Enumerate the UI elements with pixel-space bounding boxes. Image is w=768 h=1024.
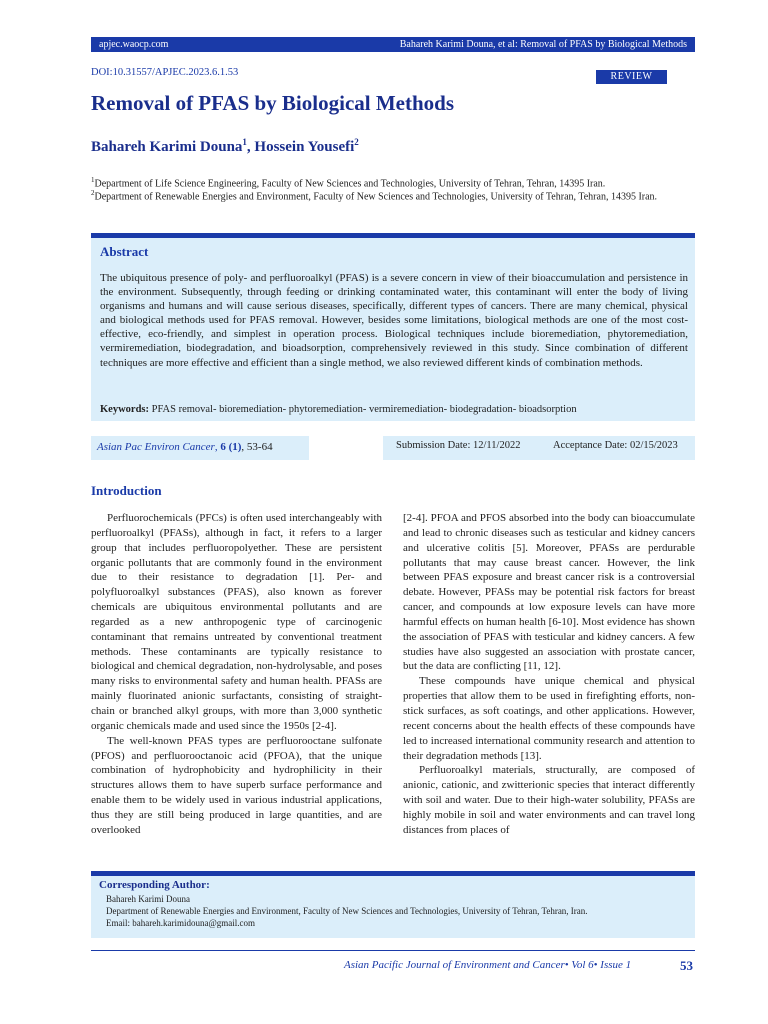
site-url[interactable]: apjec.waocp.com bbox=[99, 39, 169, 50]
affiliation-2 bbox=[91, 187, 696, 203]
abstract-box bbox=[91, 233, 695, 421]
intro-left-paragraph-1: Perfluorochemicals (PFCs) is often used interchangeably with perfluoroalkyl (PFASs), although in fact, it refers to a larger group that includes perfluoropolyether. These are persistent organic pollutants that are commonly found in the environment due to their resistance to degradation [1]. Per- and polyfluoroalkyl substances (PFAS), also known as forever chemicals are ubiquitous environmental pollutants and are regarded as a new anthropogenic type of carcinogenic contaminant that remains untreated by conventional treatment methods. These contaminants are typically resistance to biological and chemical degradation, non-hydrolysable, and poses many risks to environmental safety and human health. PFASs are mainly fluorinated anionic surfactants, consisting of straight-chain or branched alkyl groups, with more than 3,000 synthetic organic chemicals made and used since the 1950s [2-4]. bbox=[91, 512, 382, 732]
citation-box bbox=[91, 436, 309, 460]
corresponding-dept: Department of Renewable Energies and Environment, Faculty of New Sciences and Technologies, University of Tehran, Tehran, Iran. bbox=[106, 906, 588, 916]
intro-left-paragraph-2: The well-known PFAS types are perfluorooctane sulfonate (PFOS) and perfluorooctanoic acid (PFOA), that the unique combination of hydrophobicity and hydrophilicity in their structures allows them to have superb surface performance and enable them to be widely used in various industrial applications, thus they are still being produced in large quantities, and are overlooked bbox=[91, 734, 382, 836]
abstract-heading: Abstract bbox=[100, 244, 149, 259]
article-title: Removal of PFAS by Biological Methods bbox=[91, 91, 455, 115]
author-1-affil-mark: 1 bbox=[242, 137, 247, 147]
intro-right-paragraph-2: These compounds have unique chemical and physical properties that allow them to be used in firefighting efforts, non-stick surfaces, as soft coatings, and other applications. However, recent concerns about the health effects of these compounds have led to increased international community research and attention to their degradation methods [13]. bbox=[403, 675, 695, 762]
corresponding-name: Bahareh Karimi Douna bbox=[106, 894, 190, 904]
citation-pages: , 53-64 bbox=[241, 441, 273, 453]
acceptance-date: Acceptance Date: 02/15/2023 bbox=[553, 440, 678, 451]
corresponding-email[interactable]: Email: bahareh.karimidouna@gmail.com bbox=[106, 918, 255, 928]
intro-right-paragraph-3: Perfluoroalkyl materials, structurally, are composed of anionic, cationic, and zwitterionic species that interact differently with soil and water. Due to their high-water solubility, PFASs are highly mobile in soil and water environments and can travel long distances from places of bbox=[403, 764, 695, 836]
running-header-bar bbox=[91, 37, 695, 52]
author-2-affil-mark: 2 bbox=[354, 137, 359, 147]
intro-right-paragraph-1: [2-4]. PFOA and PFOS absorbed into the body can bioaccumulate and lead to chronic diseases such as testicular and kidney cancers and ulcerative colitis [5]. Moreover, PFASs are perdurable pollutants that may cause breast cancer. However, the link between PFAS exposure and breast cancer risk is a controversial debate. However, PFASs may be potential risk factors for breast cancer, and compounds at low exposure levels can have more harmful effects on human health [6-10]. Most evidence has shown the association of PFAS with testicular and kidney cancers. A few studies have also suggested an association with prostate cancer, but the data are conflicting [11, 12]. bbox=[403, 512, 695, 673]
introduction-heading: Introduction bbox=[91, 483, 162, 498]
citation-journal: Asian Pac Environ Cancer bbox=[97, 441, 215, 453]
footer-journal: Asian Pacific Journal of Environment and Cancer• Vol 6• Issue 1 bbox=[344, 959, 632, 971]
intro-right-column bbox=[403, 511, 695, 838]
intro-left-column bbox=[91, 511, 382, 838]
article-type-badge: REVIEW bbox=[596, 70, 667, 84]
keywords-list: PFAS removal- bioremediation- phytoremediation- vermiremediation- biodegradation- bioadsorption bbox=[151, 404, 577, 415]
author-2: Hossein Yousefi bbox=[254, 139, 355, 155]
author-1: Bahareh Karimi Douna bbox=[91, 139, 243, 155]
corresponding-author-box bbox=[91, 871, 695, 938]
citation-sep: , bbox=[214, 441, 221, 453]
page-number: 53 bbox=[680, 958, 693, 973]
submission-date: Submission Date: 12/11/2022 bbox=[396, 440, 521, 451]
affiliation-2-text: Department of Renewable Energies and Environment, Faculty of New Sciences and Technologies, University of Tehran, Tehran, 14395 Iran. bbox=[94, 191, 658, 203]
footer-rule bbox=[91, 950, 695, 951]
running-title: Bahareh Karimi Douna, et al: Removal of PFAS by Biological Methods bbox=[399, 39, 687, 50]
corresponding-heading: Corresponding Author: bbox=[99, 879, 210, 891]
keywords-label: Keywords: bbox=[100, 404, 149, 415]
affiliation-2-mark: 2 bbox=[91, 189, 95, 197]
author-list bbox=[91, 137, 359, 156]
citation-volume: 6 (1) bbox=[220, 441, 242, 453]
affiliation-1-text: Department of Life Science Engineering, Faculty of New Sciences and Technologies, University of Tehran, Tehran, 14395 Iran. bbox=[94, 178, 606, 190]
abstract-text: The ubiquitous presence of poly- and perfluoroalkyl (PFAS) is a severe concern in view of their bioaccumulation and persistence in the environment. Subsequently, through feeding or drinking contaminated water, this contaminant will enter the body of living organisms and humans and will cause serious diseases, specifically, different types of cancers. There are many chemical, physical and biological methods used for PFAS removal. However, besides some limitations, biological methods are one of the most cost-effective, eco-friendly, and simplest in operation process. Biological techniques include bioremediation, phytoremediation, vermiremediation, biodegradation, and bioadsorption, comprehensively reviewed in this study. Since combination of different techniques are more effective and efficient than a single method, we also reviewed different kinds of combination methods. bbox=[100, 272, 688, 369]
doi[interactable]: DOI:10.31557/APJEC.2023.6.1.53 bbox=[91, 67, 239, 78]
dates-box bbox=[383, 436, 695, 460]
author-separator: , bbox=[246, 139, 255, 155]
keywords bbox=[100, 404, 577, 415]
affiliation-1-mark: 1 bbox=[91, 176, 95, 184]
